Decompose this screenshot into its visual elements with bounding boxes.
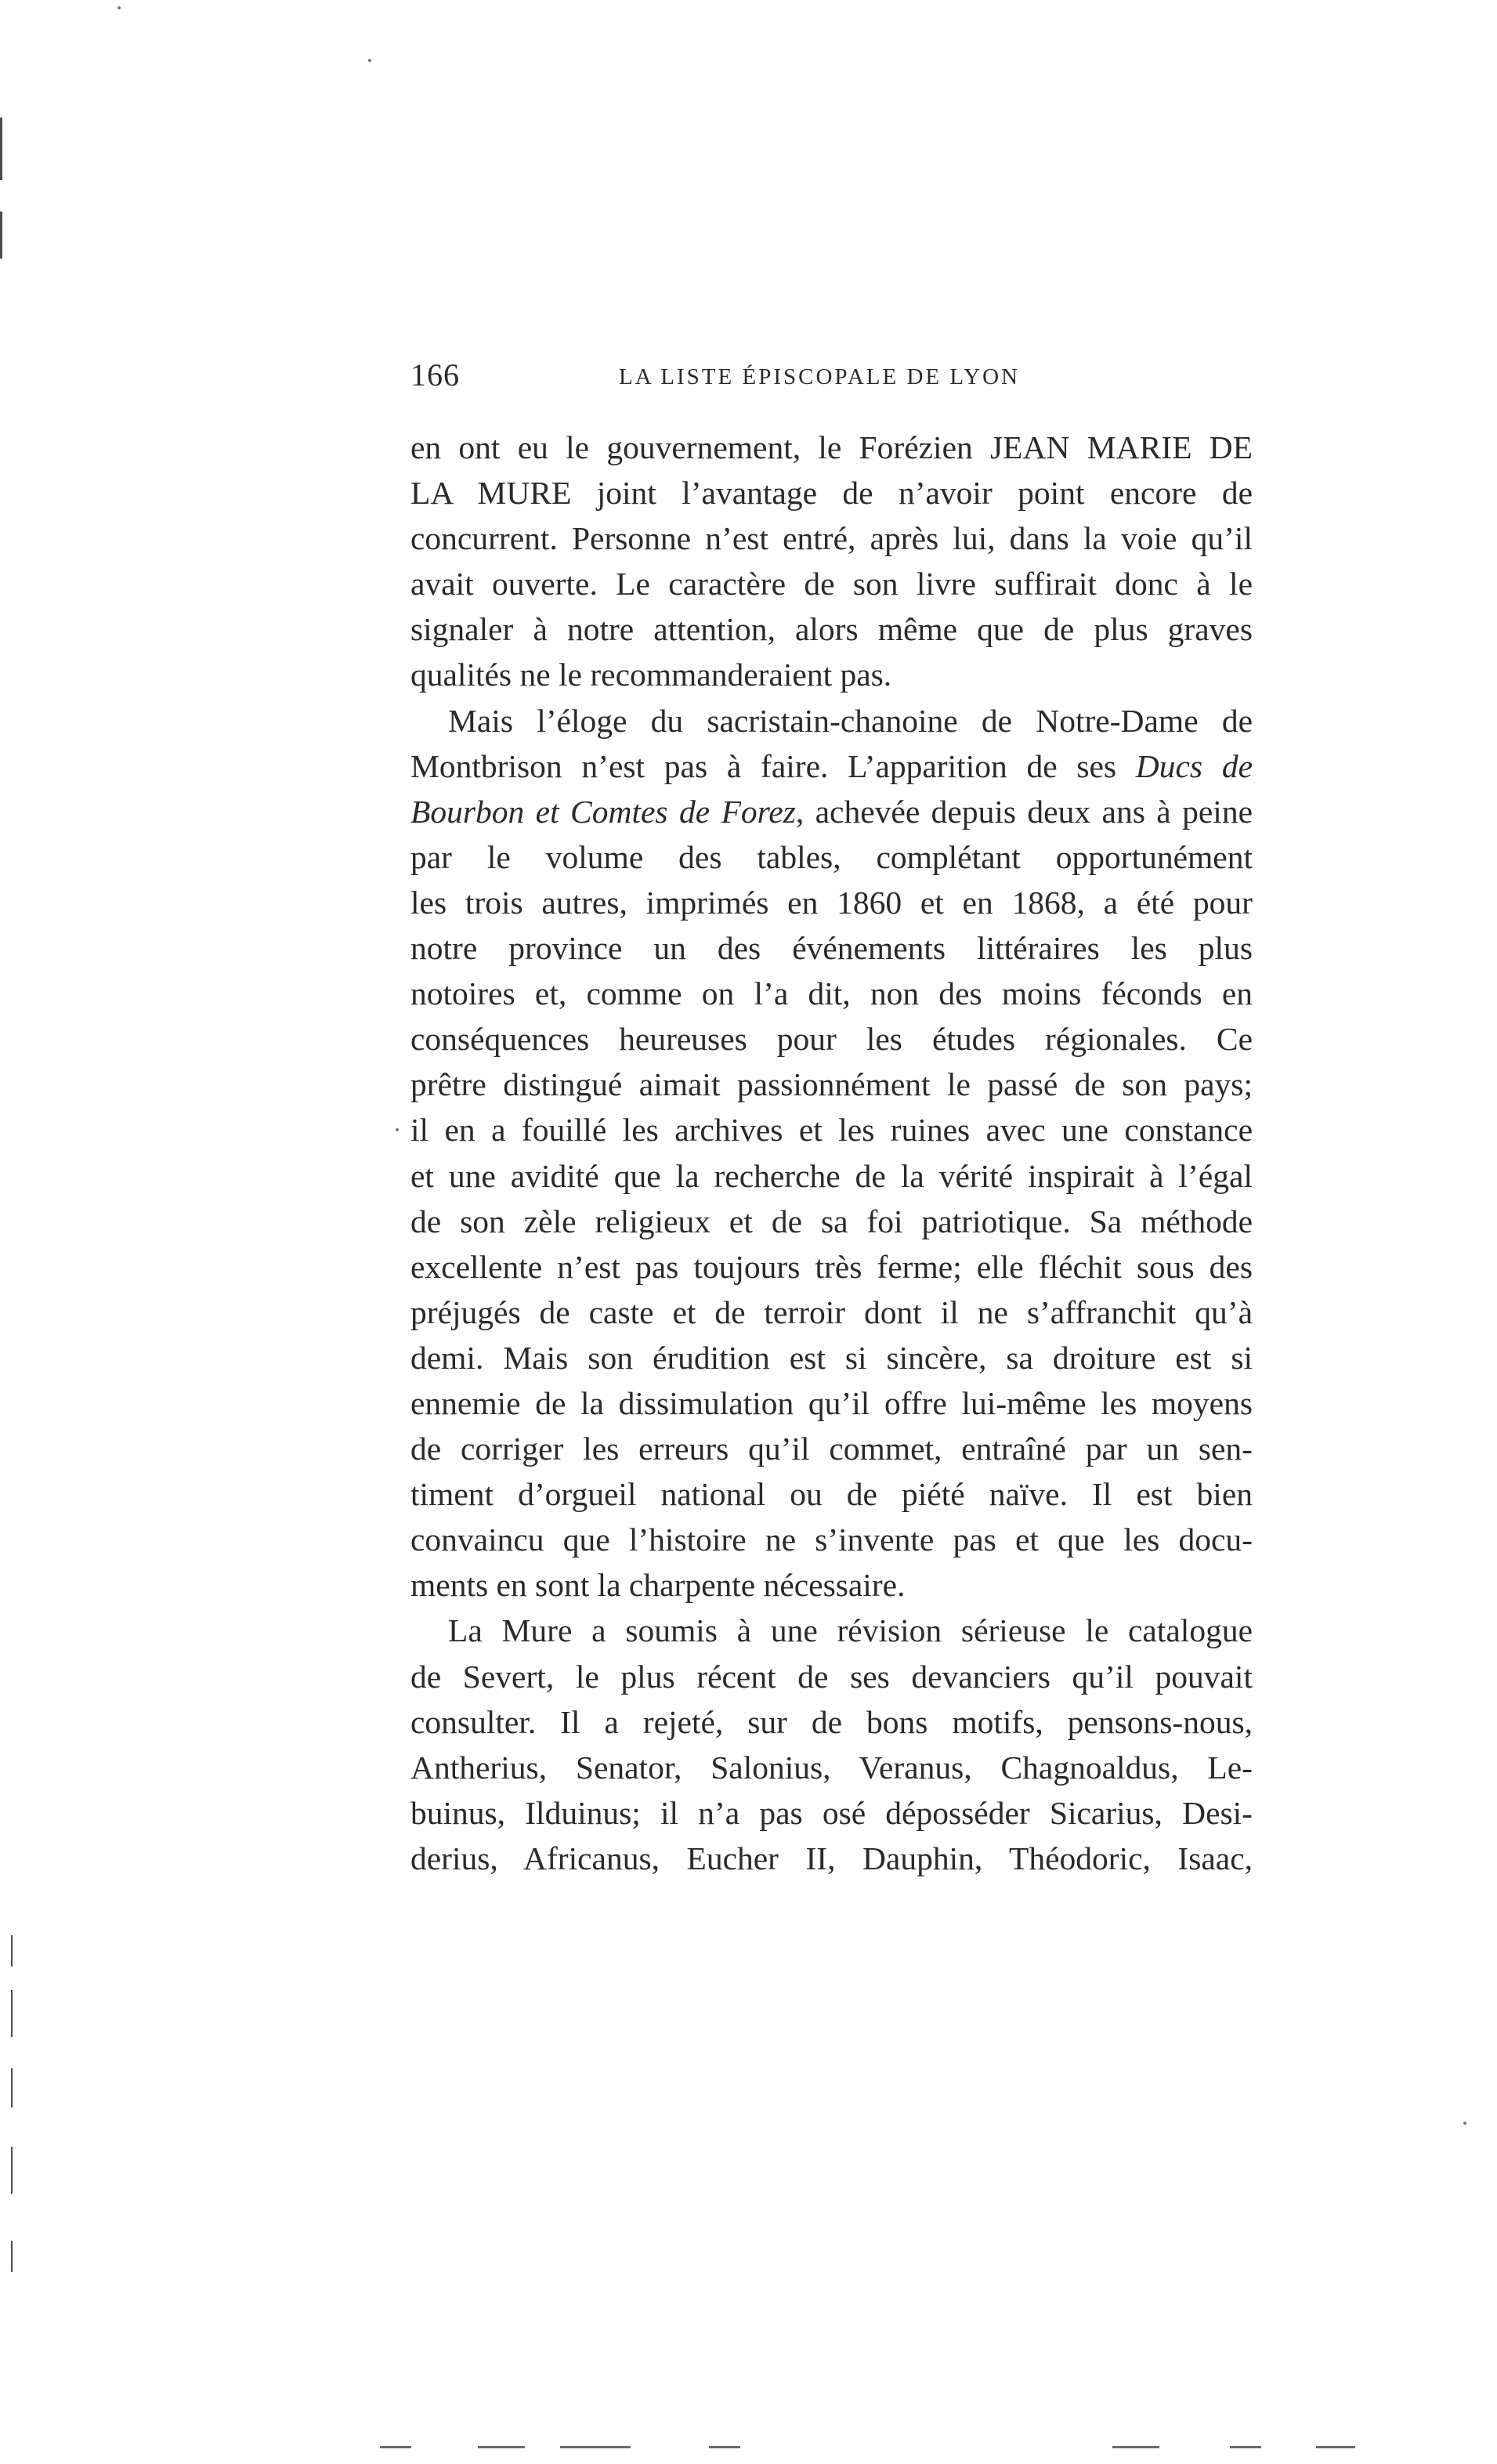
- text-line: [410, 1153, 1253, 1199]
- text-segment: conséquences heureuses pour les études régionales. Ce: [410, 1021, 1253, 1058]
- text-segment: notoires et, comme on l’a dit, non des moins féconds en: [410, 975, 1253, 1012]
- scan-speck: [368, 59, 371, 62]
- scan-speck: [396, 1128, 399, 1131]
- text-line: [410, 971, 1253, 1016]
- scan-bottom-mark: [709, 2446, 740, 2448]
- body-text: [410, 425, 1253, 1881]
- scan-edge-mark: [11, 2147, 13, 2194]
- text-segment: qualités ne le recommanderaient pas.: [410, 657, 892, 693]
- scan-bottom-mark: [380, 2446, 411, 2448]
- text-line: [410, 1745, 1253, 1790]
- text-segment: il en a fouillé les archives et les ruines avec une constance: [410, 1112, 1253, 1149]
- scan-edge-mark: [11, 1935, 13, 1966]
- text-line: [410, 880, 1253, 925]
- text-line: [410, 1471, 1253, 1517]
- scan-bottom-mark: [1230, 2446, 1261, 2448]
- text-line: [410, 516, 1253, 561]
- scan-edge-mark: [0, 212, 2, 259]
- text-line: [410, 1380, 1253, 1426]
- italic-text: Ducs de: [1135, 747, 1253, 784]
- text-segment: excellente n’est pas toujours très ferme; elle fléchit sous des: [410, 1248, 1253, 1285]
- text-line: [410, 1836, 1253, 1881]
- text-segment: avait ouverte. Le caractère de son livre suffirait donc à le: [410, 566, 1253, 602]
- text-segment: Montbrison n’est pas à faire. L’apparition de ses: [410, 747, 1136, 784]
- text-segment: prêtre distingué aimait passionnément le passé de son pays;: [410, 1066, 1253, 1103]
- running-title: LA LISTE ÉPISCOPALE DE LYON: [619, 364, 1021, 389]
- text-segment: de son zèle religieux et de sa foi patriotique. Sa méthode: [410, 1203, 1253, 1239]
- small-caps-text: LA MURE: [410, 475, 572, 512]
- text-line: [410, 425, 1253, 470]
- text-segment: joint l’avantage de n’avoir point encore de: [571, 475, 1253, 512]
- text-line: [410, 652, 1253, 697]
- text-line: [410, 1016, 1253, 1062]
- running-header: [410, 356, 1263, 403]
- text-segment: derius, Africanus, Eucher II, Dauphin, Théodoric, Isaac,: [410, 1840, 1253, 1876]
- text-line: [410, 744, 1253, 789]
- text-segment: et une avidité que la recherche de la vérité inspirait à l’égal: [410, 1157, 1253, 1194]
- text-segment: par le volume des tables, complétant opportunément: [410, 838, 1253, 875]
- text-segment: Antherius, Senator, Salonius, Veranus, Chagnoaldus, Le-: [410, 1749, 1253, 1786]
- text-line: [410, 561, 1253, 606]
- text-segment: convaincu que l’histoire ne s’invente pas et que les docu-: [410, 1521, 1253, 1558]
- text-segment: de corriger les erreurs qu’il commet, entraîné par un sen-: [410, 1431, 1253, 1467]
- text-line: [410, 1244, 1253, 1290]
- text-segment: demi. Mais son érudition est si sincère, sa droiture est si: [410, 1339, 1253, 1376]
- text-line: [410, 925, 1253, 971]
- text-segment: concurrent. Personne n’est entré, après lui, dans la voie qu’il: [410, 520, 1253, 557]
- scan-edge-mark: [11, 1990, 13, 2037]
- text-segment: La Mure a soumis à une révision sérieuse le catalogue: [448, 1612, 1253, 1649]
- text-line: [410, 1608, 1253, 1653]
- scan-speck: [1463, 2122, 1466, 2125]
- text-line: [410, 1699, 1253, 1745]
- scan-bottom-mark: [1316, 2446, 1355, 2448]
- text-line: [410, 789, 1253, 834]
- page-number: 166: [410, 357, 460, 393]
- text-segment: , achevée depuis deux ans à peine: [795, 793, 1253, 830]
- text-line: [410, 470, 1253, 516]
- scan-bottom-mark: [1112, 2446, 1159, 2448]
- text-line: [410, 1199, 1253, 1244]
- text-segment: ments en sont la charpente nécessaire.: [410, 1567, 906, 1604]
- text-segment: buinus, Ilduinus; il n’a pas osé déposséder Sicarius, Desi-: [410, 1794, 1253, 1831]
- text-line: [410, 698, 1253, 744]
- scan-speck: [118, 6, 121, 9]
- scan-bottom-mark: [560, 2446, 631, 2448]
- text-line: [410, 1517, 1253, 1562]
- text-line: [410, 1107, 1253, 1152]
- text-segment: notre province un des événements littéraires les plus: [410, 930, 1253, 967]
- text-segment: Mais l’éloge du sacristain-chanoine de Notre-Dame de: [448, 702, 1253, 739]
- scan-edge-mark: [0, 118, 2, 180]
- scan-bottom-mark: [478, 2446, 525, 2448]
- text-segment: préjugés de caste et de terroir dont il ne s’affranchit qu’à: [410, 1294, 1253, 1330]
- text-segment: signaler à notre attention, alors même que de plus graves: [410, 611, 1253, 648]
- italic-text: Bourbon et Comtes de Forez: [410, 793, 796, 830]
- text-line: [410, 834, 1253, 880]
- text-segment: en ont eu le gouvernement, le Forézien: [410, 429, 990, 465]
- text-line: [410, 1335, 1253, 1380]
- text-line: [410, 1062, 1253, 1107]
- text-line: [410, 1426, 1253, 1471]
- scan-edge-mark: [11, 2068, 13, 2108]
- scan-edge-mark: [11, 2241, 13, 2272]
- text-line: [410, 1654, 1253, 1699]
- small-caps-text: JEAN MARIE DE: [990, 429, 1253, 465]
- text-line: [410, 1562, 1253, 1608]
- text-segment: consulter. Il a rejeté, sur de bons motifs, pensons-nous,: [410, 1703, 1253, 1740]
- text-segment: ennemie de la dissimulation qu’il offre lui-même les moyens: [410, 1384, 1253, 1421]
- text-line: [410, 1790, 1253, 1836]
- text-line: [410, 606, 1253, 652]
- text-line: [410, 1290, 1253, 1335]
- text-segment: timent d’orgueil national ou de piété naïve. Il est bien: [410, 1476, 1253, 1513]
- text-segment: les trois autres, imprimés en 1860 et en 1868, a été pour: [410, 884, 1253, 921]
- text-segment: de Severt, le plus récent de ses devanciers qu’il pouvait: [410, 1658, 1253, 1695]
